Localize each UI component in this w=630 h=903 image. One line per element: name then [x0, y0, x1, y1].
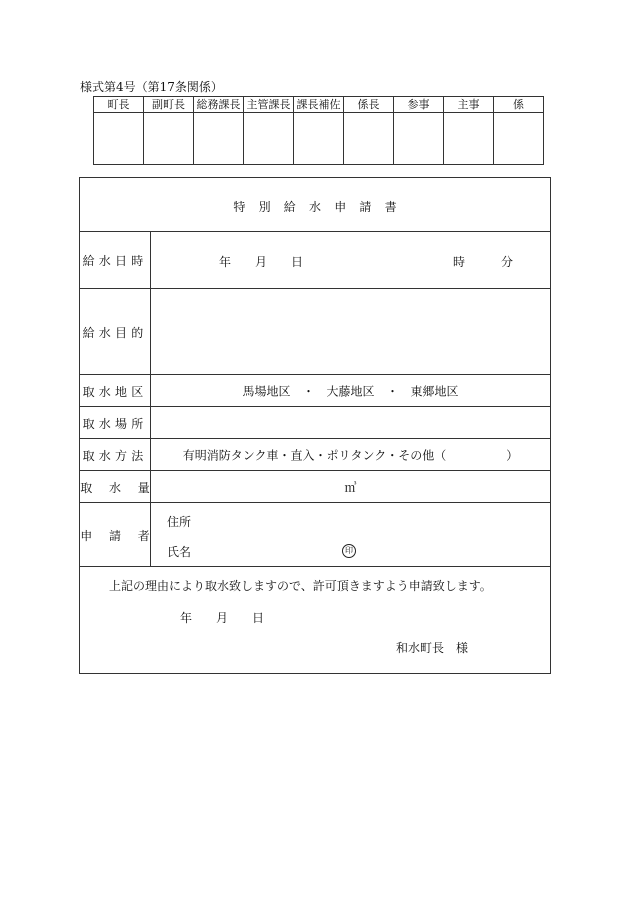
stamp-box[interactable] — [144, 113, 194, 165]
stamp-box[interactable] — [494, 113, 544, 165]
purpose-field[interactable] — [151, 289, 550, 375]
addressee: 和水町長 様 — [396, 641, 469, 655]
stamp-box[interactable] — [344, 113, 394, 165]
seal-mark-icon: 印 — [342, 544, 356, 558]
stamp-box[interactable] — [194, 113, 244, 165]
method-options: 有明消防タンク車・直入・ポリタンク・その他（ ） — [182, 448, 519, 463]
stamp-box[interactable] — [394, 113, 444, 165]
stamp-box[interactable] — [444, 113, 494, 165]
row-statement — [80, 566, 550, 673]
applicant-field[interactable] — [151, 503, 550, 567]
sign-month-label: 月 — [216, 611, 229, 625]
application-form — [79, 177, 551, 674]
row-volume — [80, 470, 550, 503]
stamp-box[interactable] — [244, 113, 294, 165]
stamp-header-general-affairs-chief: 総務課長 — [194, 97, 244, 113]
name-label: 氏名 — [167, 545, 192, 559]
row-method — [80, 438, 550, 471]
label-district: 取水地区 — [80, 375, 151, 407]
volume-field[interactable] — [151, 471, 550, 503]
method-field[interactable] — [151, 439, 550, 471]
row-location — [80, 406, 550, 439]
minute-label: 分 — [501, 255, 514, 269]
stamp-header-counselor: 参事 — [394, 97, 444, 113]
label-date-time: 給水日時 — [80, 232, 151, 289]
stamp-header-department-chief: 主管課長 — [244, 97, 294, 113]
location-field[interactable] — [151, 407, 550, 439]
stamp-box[interactable] — [294, 113, 344, 165]
address-label: 住所 — [167, 515, 192, 529]
month-label: 月 — [255, 255, 268, 269]
label-applicant: 申請者 — [80, 503, 151, 567]
stamp-box[interactable] — [94, 113, 144, 165]
stamp-header-assistant-chief: 課長補佐 — [294, 97, 344, 113]
day-label: 日 — [291, 255, 304, 269]
date-time-field[interactable] — [151, 232, 550, 289]
district-options: 馬場地区 ・ 大藤地区 ・ 東郷地区 — [242, 384, 459, 399]
stamp-header-staff: 係 — [494, 97, 544, 113]
volume-unit: ㎥ — [344, 480, 357, 495]
form-title: 特別給水申請書 — [233, 200, 410, 214]
application-statement: 上記の理由により取水致しますので、許可頂きますよう申請致します。 — [109, 579, 492, 593]
stamp-header-mayor: 町長 — [94, 97, 144, 113]
label-method: 取水方法 — [80, 439, 151, 471]
label-volume: 取水量 — [80, 471, 151, 503]
district-field[interactable] — [151, 375, 550, 407]
approval-stamp-table — [93, 96, 544, 165]
row-district — [80, 374, 550, 407]
label-location: 取水場所 — [80, 407, 151, 439]
row-applicant — [80, 502, 550, 567]
row-purpose — [80, 288, 550, 375]
row-date-time — [80, 231, 550, 289]
stamp-header-deputy-mayor: 副町長 — [144, 97, 194, 113]
stamp-header-section-chief: 係長 — [344, 97, 394, 113]
form-number: 様式第4号（第17条関係） — [80, 80, 223, 94]
label-purpose: 給水目的 — [80, 289, 151, 375]
hour-label: 時 — [453, 255, 466, 269]
sign-day-label: 日 — [252, 611, 265, 625]
stamp-header-officer: 主事 — [444, 97, 494, 113]
sign-year-label: 年 — [180, 611, 193, 625]
year-label: 年 — [219, 255, 232, 269]
